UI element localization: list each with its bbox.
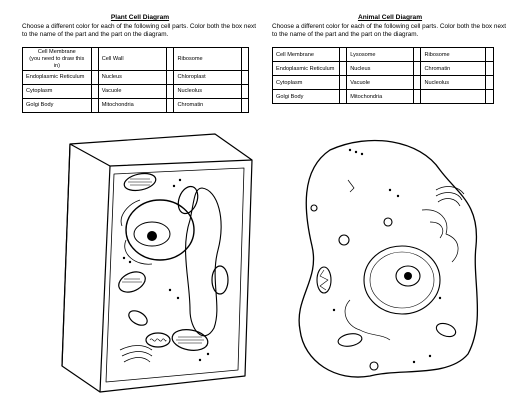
color-box (486, 90, 494, 104)
color-box[interactable] (91, 48, 98, 71)
color-box[interactable] (91, 99, 98, 113)
plant-part-label: Nucleolus (174, 85, 241, 99)
animal-part-label (421, 90, 486, 104)
part-name: Cell Membrane (you need to draw this in) (29, 49, 85, 69)
color-box[interactable] (413, 62, 421, 76)
table-row (23, 48, 249, 71)
plant-part-label: Golgi Body (23, 99, 92, 113)
animal-parts-table (272, 47, 494, 104)
animal-part-label: Ribosome (421, 48, 486, 62)
animal-part-label: Nucleolus (421, 76, 486, 90)
color-box[interactable] (339, 76, 347, 90)
color-box[interactable] (91, 71, 98, 85)
table-row (273, 48, 494, 62)
plant-cell-drawing (40, 130, 260, 396)
color-box[interactable] (241, 99, 248, 113)
animal-part-label: Lysosome (347, 48, 414, 62)
color-box[interactable] (486, 62, 494, 76)
color-box[interactable] (167, 71, 174, 85)
plant-part-label: Chromatin (174, 99, 241, 113)
animal-instructions: Choose a different color for each of the following cell parts. Color both the box next to the name of the part and the part on the diagram. (272, 23, 506, 39)
color-box[interactable] (167, 99, 174, 113)
color-box[interactable] (167, 85, 174, 99)
plant-part-label: Endoplasmic Reticulum (23, 71, 92, 85)
animal-part-label: Chromatin (421, 62, 486, 76)
color-box[interactable] (241, 85, 248, 99)
plant-cell-section (22, 14, 258, 113)
animal-part-label: Mitochondria (347, 90, 414, 104)
table-row (23, 85, 249, 99)
color-box[interactable] (339, 48, 347, 62)
color-box[interactable] (339, 62, 347, 76)
color-box[interactable] (413, 76, 421, 90)
animal-part-label: Endoplasmic Reticulum (273, 62, 340, 76)
animal-cell-section (272, 14, 508, 104)
color-box[interactable] (91, 85, 98, 99)
plant-title: Plant Cell Diagram (110, 14, 170, 21)
color-box[interactable] (241, 71, 248, 85)
color-box[interactable] (339, 90, 347, 104)
animal-part-label: Vacuole (347, 76, 414, 90)
color-box[interactable] (413, 48, 421, 62)
plant-part-label: Cytoplasm (23, 85, 92, 99)
plant-part-label: Ribosome (174, 48, 241, 71)
table-row (273, 62, 494, 76)
table-row (273, 76, 494, 90)
animal-part-label: Golgi Body (273, 90, 340, 104)
plant-part-label: Cell Wall (98, 48, 167, 71)
plant-part-label: Vacuole (98, 85, 167, 99)
plant-part-label: Chloroplast (174, 71, 241, 85)
color-box[interactable] (413, 90, 421, 104)
plant-part-label (23, 48, 92, 71)
color-box[interactable] (486, 76, 494, 90)
table-row (273, 90, 494, 104)
color-box[interactable] (167, 48, 174, 71)
plant-part-label: Nucleus (98, 71, 167, 85)
table-row (23, 99, 249, 113)
color-box[interactable] (486, 48, 494, 62)
animal-part-label: Cell Membrane (273, 48, 340, 62)
color-box[interactable] (241, 48, 248, 71)
table-row (23, 71, 249, 85)
plant-parts-table (22, 47, 249, 113)
animal-cell-drawing (290, 130, 490, 382)
animal-part-label: Cytoplasm (273, 76, 340, 90)
animal-part-label: Nucleus (347, 62, 414, 76)
plant-part-label: Mitochondria (98, 99, 167, 113)
plant-instructions: Choose a different color for each of the following cell parts. Color both the box next to the name of the part and the part on the diagram. (22, 23, 256, 39)
animal-title: Animal Cell Diagram (357, 14, 423, 21)
